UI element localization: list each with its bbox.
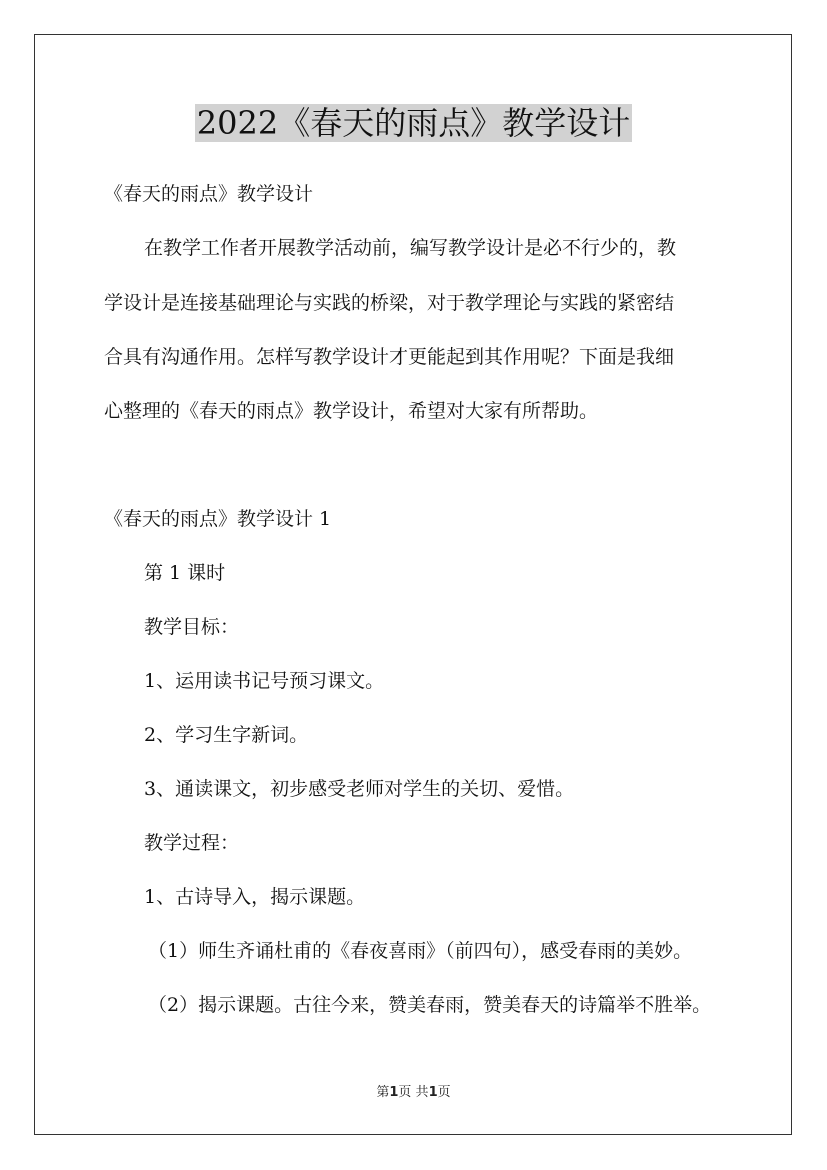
document-title-text: 2022《春天的雨点》教学设计 [196, 104, 631, 142]
section-heading: 《春天的雨点》教学设计 1 [104, 508, 332, 530]
lesson-label: 第 1 课时 [144, 562, 226, 584]
process-sub-item-2: （2）揭示课题。古往今来，赞美春雨，赞美春天的诗篇举不胜举。 [148, 994, 712, 1016]
process-heading: 教学过程： [144, 832, 240, 854]
objective-item-1: 1、运用读书记号预习课文。 [144, 670, 385, 692]
process-step-1: 1、古诗导入，揭示课题。 [144, 886, 366, 908]
objectives-heading: 教学目标： [144, 616, 240, 638]
footer-page-mid: 页 共 [398, 1085, 429, 1100]
document-subtitle: 《春天的雨点》教学设计 [104, 183, 314, 205]
intro-line-1: 在教学工作者开展教学活动前，编写教学设计是必不行少的，教 [144, 237, 677, 259]
footer-page-number: 1 [389, 1085, 399, 1100]
objective-item-2: 2、学习生字新词。 [144, 724, 309, 746]
footer-page-suffix: 页 [437, 1085, 451, 1100]
footer-page-total: 1 [428, 1085, 438, 1100]
intro-line-4: 心整理的《春天的雨点》教学设计，希望对大家有所帮助。 [104, 400, 599, 422]
document-title [0, 100, 827, 146]
process-sub-item-1: （1）师生齐诵杜甫的《春夜喜雨》（前四句），感受春雨的美妙。 [148, 940, 693, 962]
objective-item-3: 3、通读课文，初步感受老师对学生的关切、爱惜。 [144, 778, 575, 800]
footer-page-prefix: 第 [376, 1085, 390, 1100]
intro-line-2: 学设计是连接基础理论与实践的桥梁，对于教学理论与实践的紧密结 [104, 292, 675, 314]
intro-line-3: 合具有沟通作用。怎样写教学设计才更能起到其作用呢？下面是我细 [104, 346, 675, 368]
page-footer [0, 1084, 827, 1102]
